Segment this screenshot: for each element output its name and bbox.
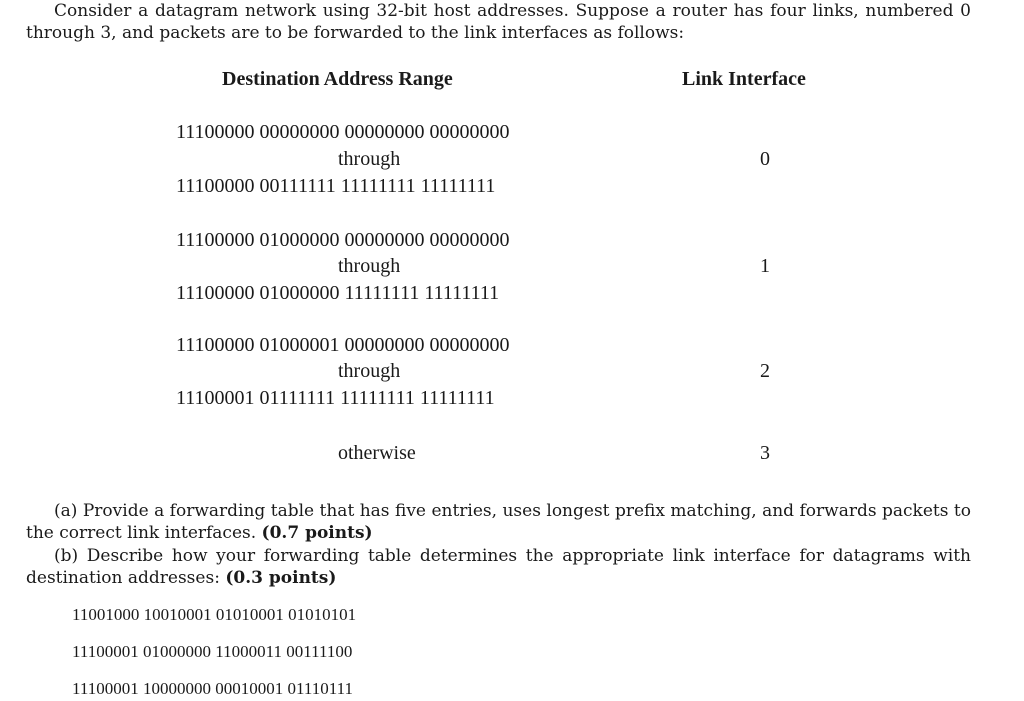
range-start: 11100000 00000000 00000000 00000000 [176, 121, 510, 143]
destination-address: 11100001 10000000 00010001 01110111 [72, 679, 353, 698]
through-label: through [338, 255, 401, 277]
question-a-text: (a) Provide a forwarding table that has five entries, uses longest prefix matching, and forwards packets to the correct link interfaces. [26, 501, 971, 543]
header-link-interface: Link Interface [682, 68, 806, 90]
otherwise-label: otherwise [338, 442, 416, 464]
link-interface: 1 [760, 255, 770, 277]
question-b [26, 545, 971, 589]
through-label: through [338, 360, 401, 382]
through-label: through [338, 148, 401, 170]
link-interface: 2 [760, 360, 770, 382]
range-end: 11100000 01000000 11111111 11111111 [176, 282, 500, 304]
destination-address: 11100001 01000000 11000011 00111100 [72, 642, 353, 661]
question-a [26, 500, 971, 544]
range-start: 11100000 01000001 00000000 00000000 [176, 334, 510, 356]
link-interface: 3 [760, 442, 770, 464]
range-start: 11100000 01000000 00000000 00000000 [176, 229, 510, 251]
range-end: 11100001 01111111 11111111 11111111 [176, 387, 495, 409]
range-end: 11100000 00111111 11111111 11111111 [176, 175, 496, 197]
question-a-points: (0.7 points) [261, 523, 373, 543]
destination-address: 11001000 10010001 01010001 01010101 [72, 605, 357, 624]
link-interface: 0 [760, 148, 770, 170]
intro-paragraph: Consider a datagram network using 32-bit host addresses. Suppose a router has four links, numbered 0 through 3, and packets are to be forwarded to the link interfaces as follows: [26, 1, 971, 43]
header-destination-range: Destination Address Range [222, 68, 453, 90]
question-b-points: (0.3 points) [225, 568, 337, 588]
question-b-text: (b) Describe how your forwarding table determines the appropriate link interface for datagrams with destination addresses: [26, 546, 971, 588]
